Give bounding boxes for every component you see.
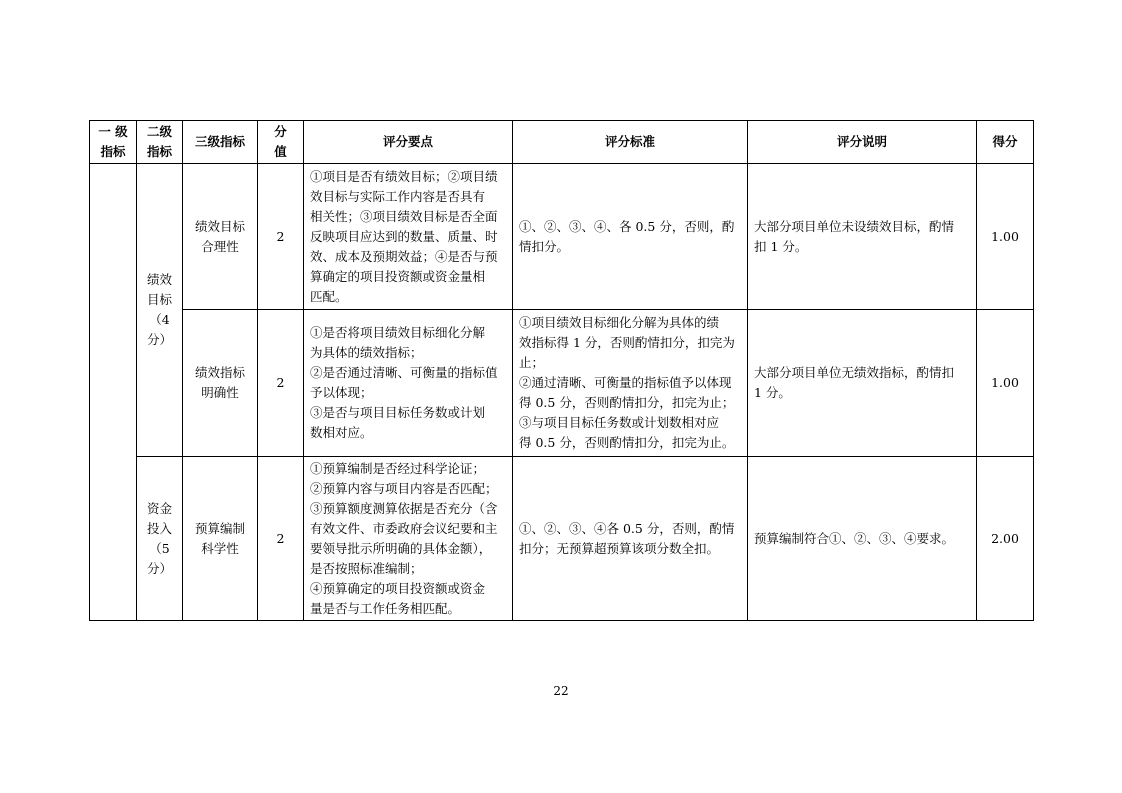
header-explanation: 评分说明 [748, 121, 977, 164]
table-row [90, 164, 1034, 310]
standard-cell: ①、②、③、④、各 0.5 分，否则，酌 情扣分。 [513, 164, 748, 310]
header-row [90, 121, 1034, 164]
header-score: 得分 [977, 121, 1034, 164]
standard-cell: ①项目绩效目标细化分解为具体的绩 效指标得 1 分，否则酌情扣分，扣完为 止； ②通过清晰、可衡量的指标值予以体现 得 0.5 分，否则酌情扣分，扣完为止； ③与项目目标任务数或计划数相对应 得 0.5 分，否则酌情扣分，扣完为止。 [513, 310, 748, 457]
header-standard: 评分标准 [513, 121, 748, 164]
key-points-cell: ①预算编制是否经过科学论证； ②预算内容与项目内容是否匹配； ③预算额度测算依据是否充分（含 有效文件、市委政府会议纪要和主 要领导批示所明确的具体金额）， 是否按照标准编制； ④预算确定的项目投资额或资金 量是否与工作任务相匹配。 [304, 457, 513, 621]
explanation-cell: 大部分项目单位未设绩效目标，酌情 扣 1 分。 [748, 164, 977, 310]
header-points: 分 值 [258, 121, 304, 164]
points-cell: 2 [258, 457, 304, 621]
score-cell: 1.00 [977, 164, 1034, 310]
level3-cell: 绩效指标 明确性 [183, 310, 258, 457]
points-cell: 2 [258, 164, 304, 310]
explanation-cell: 大部分项目单位无绩效指标，酌情扣 1 分。 [748, 310, 977, 457]
header-level3: 三级指标 [183, 121, 258, 164]
explanation-cell: 预算编制符合①、②、③、④要求。 [748, 457, 977, 621]
level2-cell-funding: 资金 投入 （5 分） [137, 457, 183, 621]
standard-cell: ①、②、③、④各 0.5 分，否则，酌情 扣分；无预算超预算该项分数全扣。 [513, 457, 748, 621]
key-points-cell: ①项目是否有绩效目标；②项目绩 效目标与实际工作内容是否具有 相关性；③项目绩效目标是否全面 反映项目应达到的数量、质量、时 效、成本及预期效益；④是否与预 算确定的项目投资额或资金量相 匹配。 [304, 164, 513, 310]
header-level2: 二级 指标 [137, 121, 183, 164]
evaluation-table [89, 120, 1034, 621]
score-cell: 1.00 [977, 310, 1034, 457]
level2-cell-goals: 绩效 目标 （4 分） [137, 164, 183, 457]
header-key-points: 评分要点 [304, 121, 513, 164]
level3-cell: 绩效目标 合理性 [183, 164, 258, 310]
table-row [90, 457, 1034, 621]
header-level1: 一 级 指标 [90, 121, 137, 164]
page-number: 22 [553, 684, 569, 698]
key-points-cell: ①是否将项目绩效目标细化分解 为具体的绩效指标； ②是否通过清晰、可衡量的指标值 予以体现； ③是否与项目目标任务数或计划 数相对应。 [304, 310, 513, 457]
level3-cell: 预算编制 科学性 [183, 457, 258, 621]
score-cell: 2.00 [977, 457, 1034, 621]
table-row [90, 310, 1034, 457]
level1-cell [90, 164, 137, 621]
points-cell: 2 [258, 310, 304, 457]
